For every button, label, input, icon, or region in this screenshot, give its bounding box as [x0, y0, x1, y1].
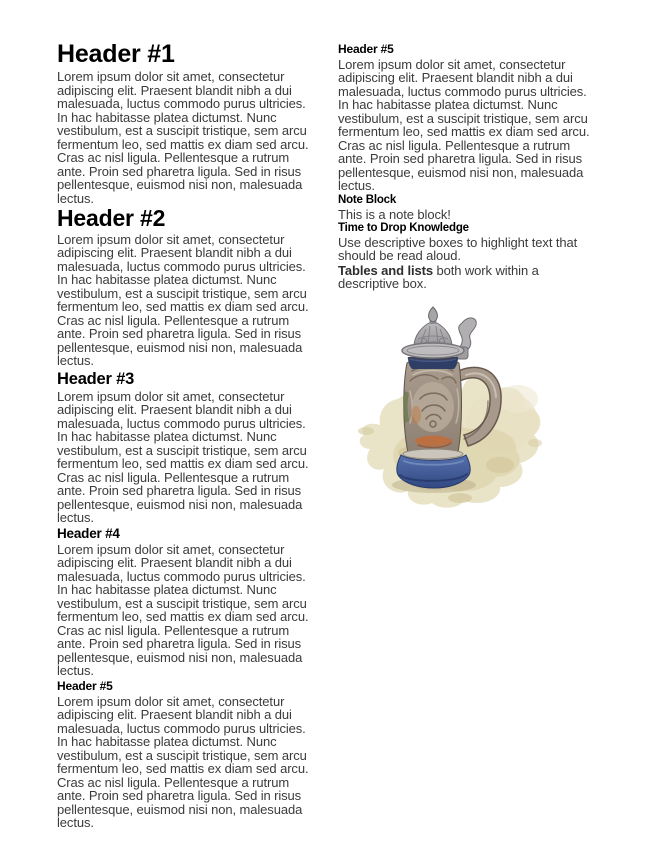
tables-note-bold: Tables and lists [338, 262, 433, 278]
note-block-text: This is a note block! [338, 206, 451, 222]
section-header-5-right [338, 43, 595, 193]
left-column [57, 41, 314, 844]
section-header-2 [57, 206, 314, 368]
stein-illustration [350, 303, 556, 513]
body-paragraph: Lorem ipsum dolor sit amet, consectetur adipiscing elit. Praesent blandit nibh a dui malesuada, luctus commodo purus ultricies. In hac habitasse platea dictumst. Nunc vestibulum, est a suscipit tristique, sem arcu fermentum leo, sed mattis ex diam sed arcu. Cras ac nisl ligula. Pellentesque a rutrum ante. Proin sed pharetra ligula. Sed in risus pellentesque, euismod nisi non, malesuada lectus. [57, 541, 309, 679]
section-header-1 [57, 41, 314, 205]
section-header-4 [57, 527, 314, 678]
note-block-heading: Note Block [338, 193, 397, 206]
heading-h5: Header #5 [57, 678, 113, 693]
section-header-3 [57, 370, 314, 525]
section-header-5 [57, 680, 314, 830]
stein-finial [429, 307, 438, 324]
beer-stein-image [350, 303, 556, 513]
tables-note [338, 264, 595, 291]
drop-knowledge-section [338, 222, 595, 291]
heading-h2: Header #2 [57, 205, 166, 231]
right-column [338, 41, 595, 844]
body-paragraph: Lorem ipsum dolor sit amet, consectetur adipiscing elit. Praesent blandit nibh a dui malesuada, luctus commodo purus ultricies. In hac habitasse platea dictumst. Nunc vestibulum, est a suscipit tristique, sem arcu fermentum leo, sed mattis ex diam sed arcu. Cras ac nisl ligula. Pellentesque a rutrum ante. Proin sed pharetra ligula. Sed in risus pellentesque, euismod nisi non, malesuada lectus. [57, 693, 309, 831]
heading-h5: Header #5 [338, 42, 394, 56]
note-block-section [338, 194, 595, 221]
heading-h3: Header #3 [57, 369, 135, 388]
stein-body [404, 357, 462, 459]
body-paragraph: Lorem ipsum dolor sit amet, consectetur adipiscing elit. Praesent blandit nibh a dui malesuada, luctus commodo purus ultricies. In hac habitasse platea dictumst. Nunc vestibulum, est a suscipit tristique, sem arcu fermentum leo, sed mattis ex diam sed arcu. Cras ac nisl ligula. Pellentesque a rutrum ante. Proin sed pharetra ligula. Sed in risus pellentesque, euismod nisi non, malesuada lectus. [57, 388, 309, 526]
body-paragraph: Lorem ipsum dolor sit amet, consectetur adipiscing elit. Praesent blandit nibh a dui malesuada, luctus commodo purus ultricies. In hac habitasse platea dictumst. Nunc vestibulum, est a suscipit tristique, sem arcu fermentum leo, sed mattis ex diam sed arcu. Cras ac nisl ligula. Pellentesque a rutrum ante. Proin sed pharetra ligula. Sed in risus pellentesque, euismod nisi non, malesuada lectus. [57, 69, 309, 206]
body-paragraph: Lorem ipsum dolor sit amet, consectetur adipiscing elit. Praesent blandit nibh a dui malesuada, luctus commodo purus ultricies. In hac habitasse platea dictumst. Nunc vestibulum, est a suscipit tristique, sem arcu fermentum leo, sed mattis ex diam sed arcu. Cras ac nisl ligula. Pellentesque a rutrum ante. Proin sed pharetra ligula. Sed in risus pellentesque, euismod nisi non, malesuada lectus. [57, 231, 309, 369]
heading-h1: Header #1 [57, 40, 175, 68]
tables-note-rest: both work within a descriptive box. [338, 262, 539, 292]
drop-knowledge-text: Use descriptive boxes to highlight text that should be read aloud. [338, 234, 578, 264]
body-paragraph: Lorem ipsum dolor sit amet, consectetur adipiscing elit. Praesent blandit nibh a dui malesuada, luctus commodo purus ultricies. In hac habitasse platea dictumst. Nunc vestibulum, est a suscipit tristique, sem arcu fermentum leo, sed mattis ex diam sed arcu. Cras ac nisl ligula. Pellentesque a rutrum ante. Proin sed pharetra ligula. Sed in risus pellentesque, euismod nisi non, malesuada lectus. [338, 56, 590, 194]
heading-h4: Header #4 [57, 525, 120, 541]
stein-base [397, 449, 470, 488]
stein-lid [402, 307, 464, 369]
drop-knowledge-heading: Time to Drop Knowledge [338, 222, 469, 235]
